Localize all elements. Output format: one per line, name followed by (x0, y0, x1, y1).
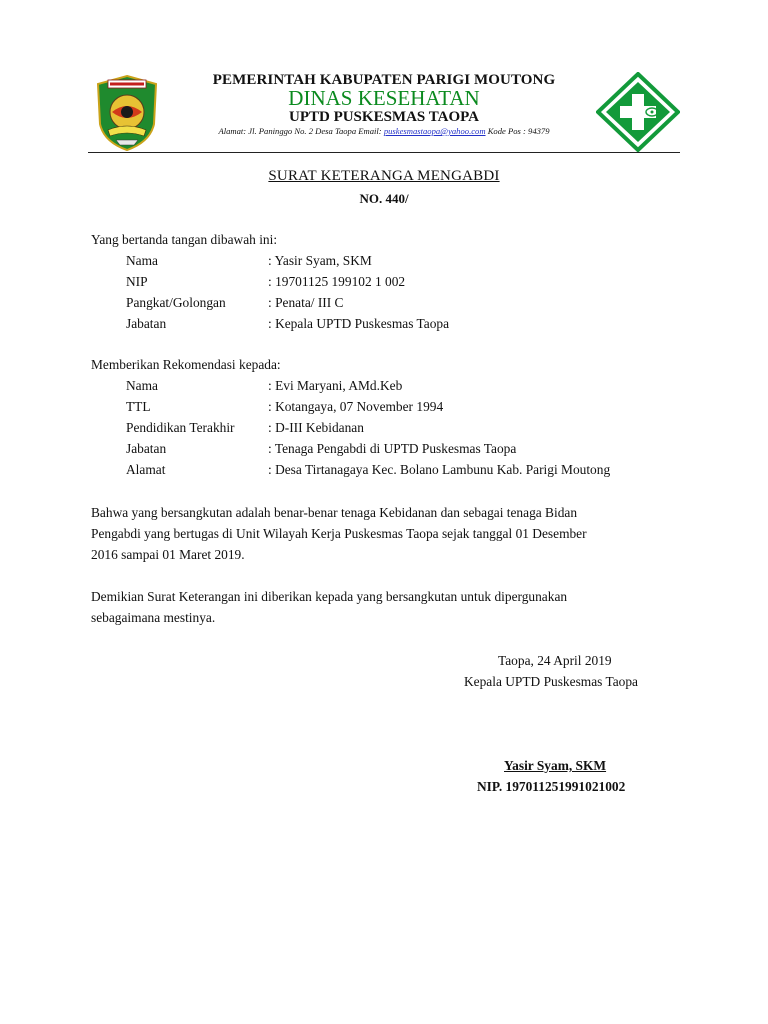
field-label: Nama (126, 378, 158, 393)
field-value: : Kotangaya, 07 November 1994 (268, 399, 444, 414)
signer-position: Kepala UPTD Puskesmas Taopa (464, 674, 638, 689)
field-value: : Desa Tirtanagaya Kec. Bolano Lambunu Kab. Parigi Moutong (268, 462, 611, 477)
address-prefix: Alamat: Jl. Paninggo No. 2 Desa Taopa Email: (218, 126, 384, 136)
field-value: : Kepala UPTD Puskesmas Taopa (268, 316, 450, 331)
field-value: : Penata/ III C (268, 295, 344, 310)
field-label: Jabatan (126, 316, 167, 331)
field-value: : 19701125 199102 1 002 (268, 274, 406, 289)
header-rule (88, 152, 680, 153)
signer-row (126, 316, 449, 332)
government-name: PEMERINTAH KABUPATEN PARIGI MOUTONG (212, 72, 556, 88)
unit-name: UPTD PUSKESMAS TAOPA (288, 109, 480, 125)
field-value: : Evi Maryani, AMd.Keb (268, 378, 403, 393)
recipient-row (126, 441, 516, 457)
recipient-row (126, 462, 610, 478)
body-line: 2016 sampai 01 Maret 2019. (91, 547, 245, 562)
body-line: Pengabdi yang bertugas di Unit Wilayah Kerja Puskesmas Taopa sejak tanggal 01 Desember (91, 526, 587, 541)
signer-name: Yasir Syam, SKM (504, 758, 607, 773)
field-label: Jabatan (126, 441, 167, 456)
recipient-row (126, 378, 402, 394)
letterhead (88, 68, 680, 158)
signer-row (126, 253, 372, 269)
closing-line: sebagaimana mestinya. (91, 610, 216, 625)
field-label: TTL (126, 399, 151, 414)
office-name: DINAS KESEHATAN (288, 86, 480, 110)
field-label: Alamat (126, 462, 166, 477)
address-suffix: Kode Pos : 94379 (485, 126, 550, 136)
letter-number: NO. 440/ (359, 191, 409, 206)
signer-row (126, 295, 344, 311)
signer-nip: NIP. 197011251991021002 (477, 779, 626, 794)
recipient-row (126, 399, 443, 415)
recommend-intro: Memberikan Rekomendasi kepada: (91, 357, 281, 372)
field-value: : D-III Kebidanan (268, 420, 364, 435)
place-date: Taopa, 24 April 2019 (498, 653, 612, 668)
signer-row (126, 274, 405, 290)
puskesmas-cross-icon (596, 72, 680, 152)
closing-line: Demikian Surat Keterangan ini diberikan kepada yang bersangkutan untuk dipergunakan (91, 589, 568, 604)
field-value: : Yasir Syam, SKM (268, 253, 372, 268)
field-label: Nama (126, 253, 158, 268)
field-label: Pangkat/Golongan (126, 295, 226, 310)
address-line (88, 126, 680, 136)
field-value: : Tenaga Pengabdi di UPTD Puskesmas Taopa (268, 441, 517, 456)
email-link[interactable]: puskesmastaopa@yahoo.com (383, 126, 486, 136)
body-line: Bahwa yang bersangkutan adalah benar-benar tenaga Kebidanan dan sebagai tenaga Bidan (91, 505, 578, 520)
recipient-row (126, 420, 364, 436)
field-label: NIP (126, 274, 148, 289)
letter-title: SURAT KETERANGA MENGABDI (268, 168, 500, 184)
intro-text: Yang bertanda tangan dibawah ini: (91, 232, 278, 247)
field-label: Pendidikan Terakhir (126, 420, 235, 435)
